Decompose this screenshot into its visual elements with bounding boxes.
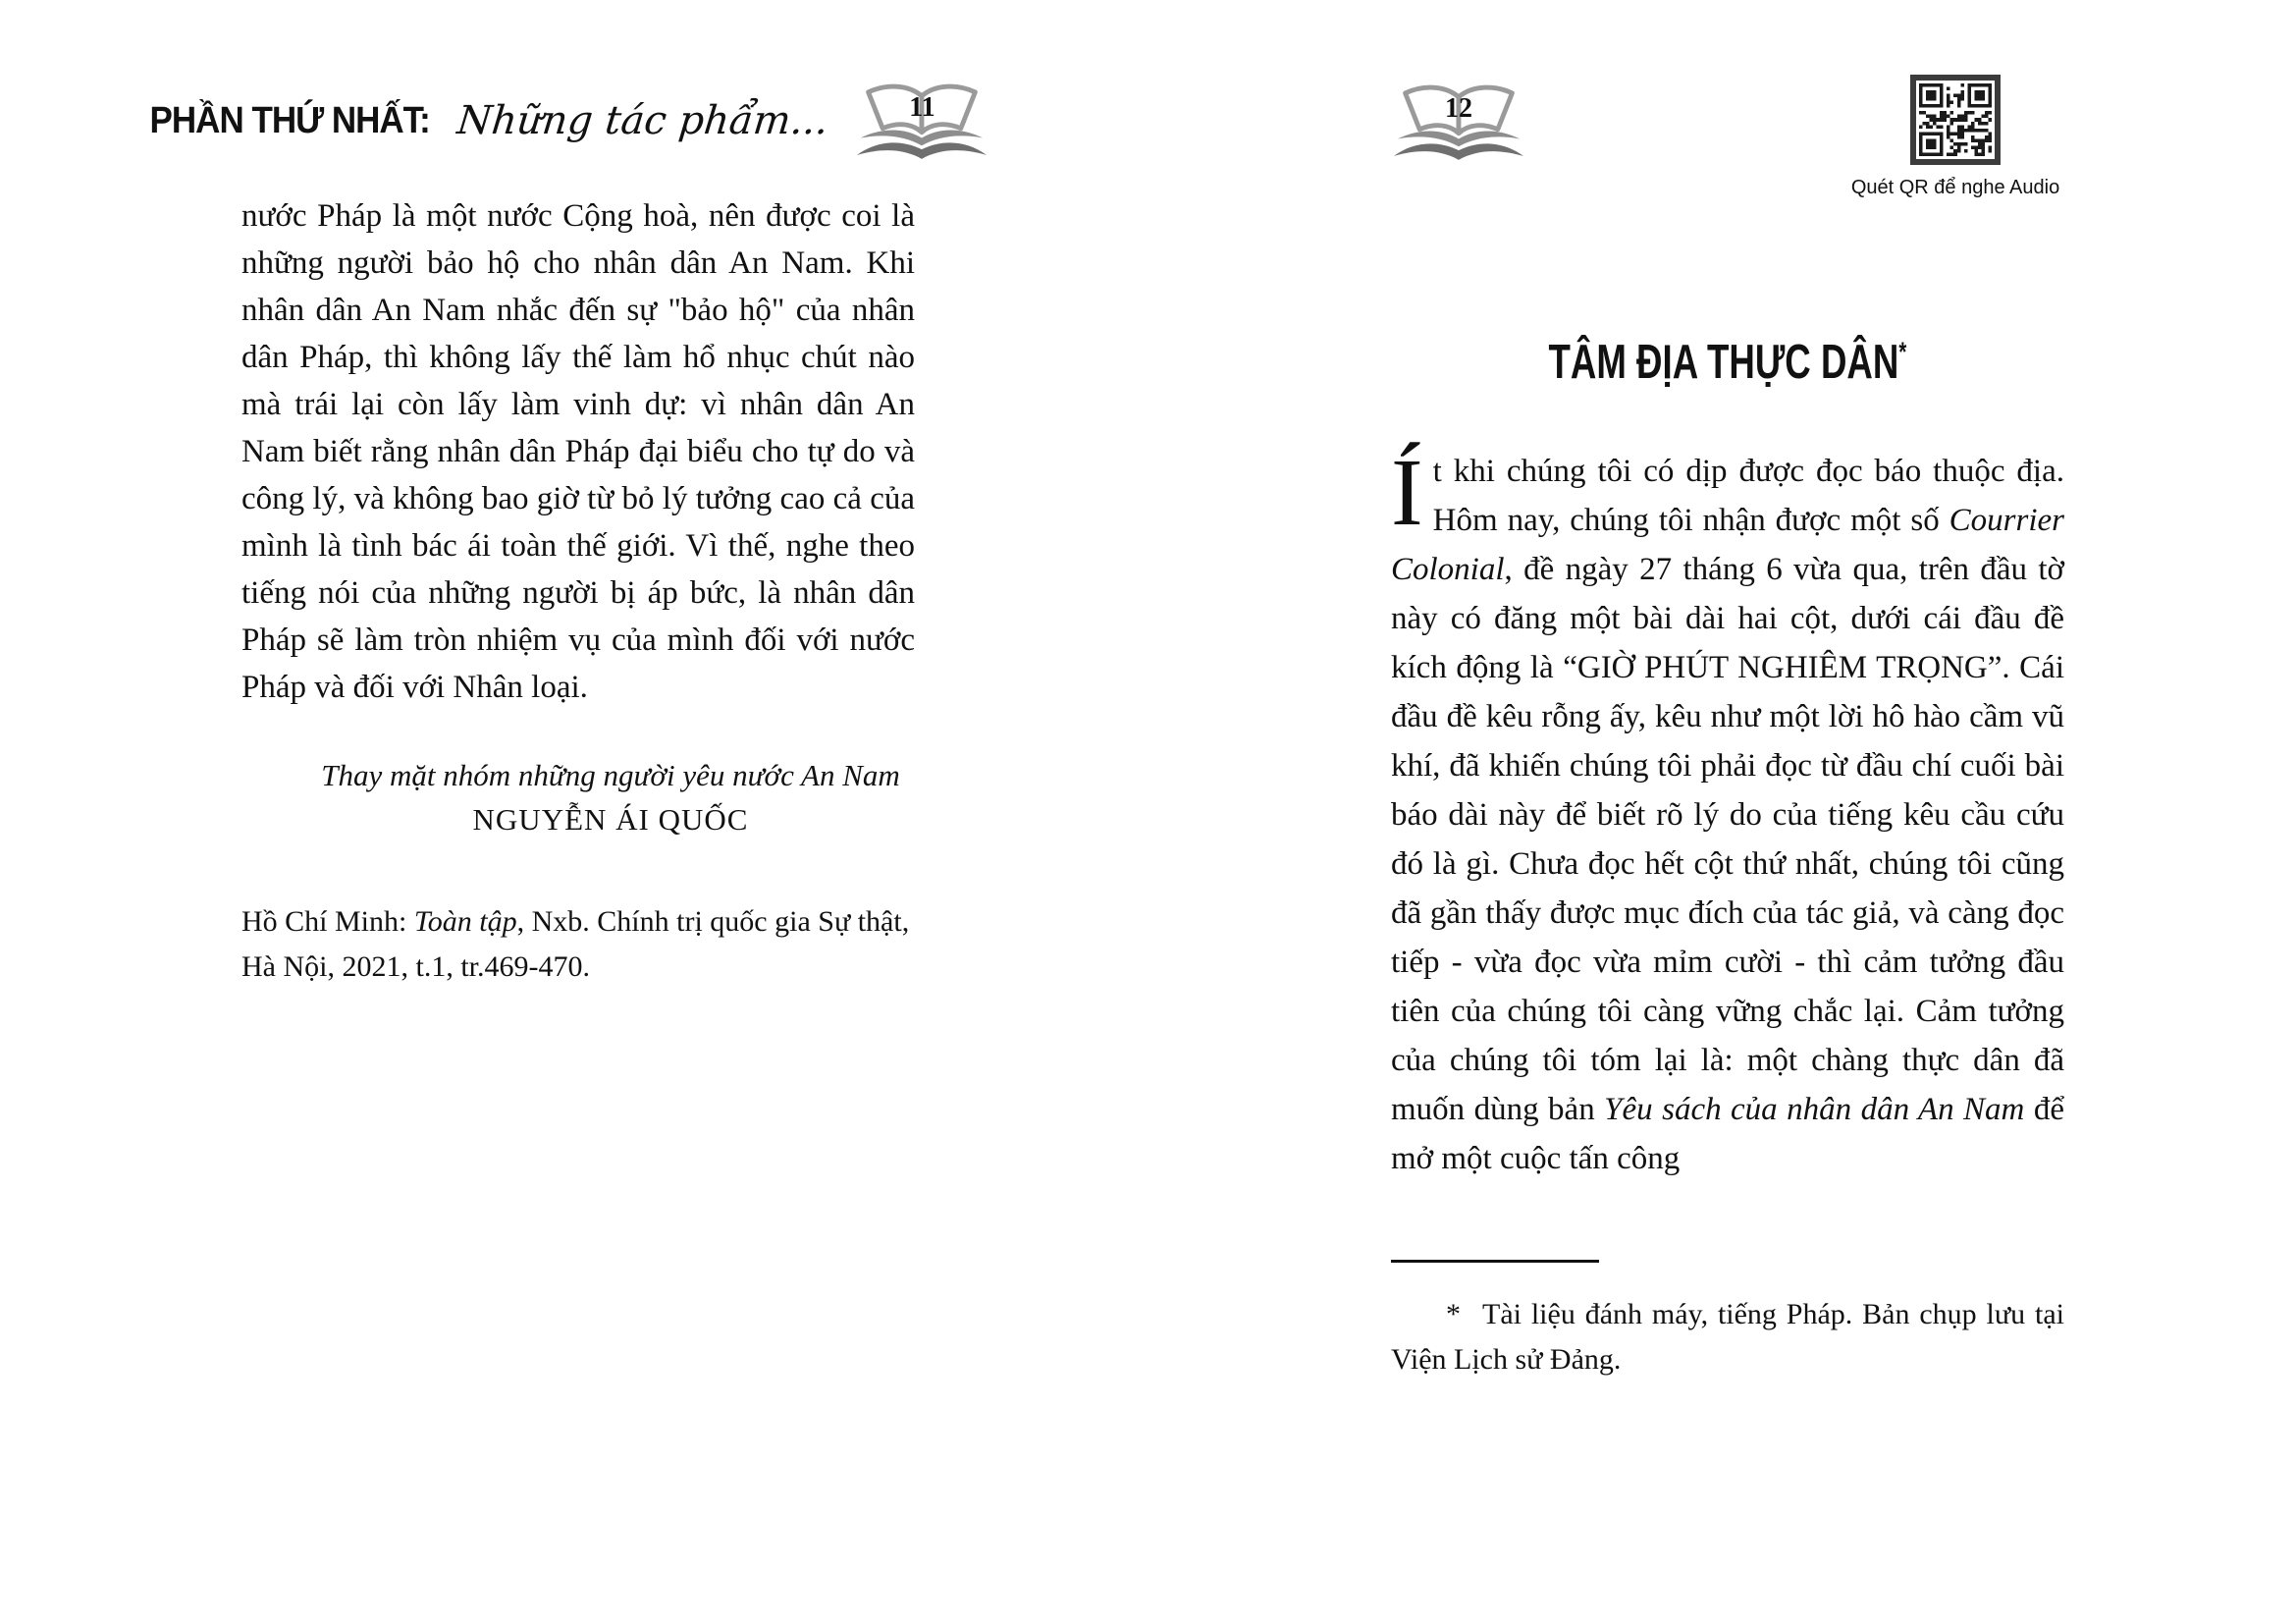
open-book-ornament xyxy=(855,80,988,162)
left-text-column xyxy=(241,192,915,1019)
signature-name: NGUYỄN ÁI QUỐC xyxy=(472,802,749,837)
page-number-left: 11 xyxy=(909,92,935,123)
part-title-script: Những tác phẩm... xyxy=(454,98,830,143)
left-body-paragraph: nước Pháp là một nước Cộng hoà, nên được coi là những người bảo hộ cho nhân dân An Nam. Khi nhân dân An Nam nhắc đến sự "bảo hộ" của nhân dân Pháp, thì không lấy thế làm hổ nhục chút nào mà trái lại còn lấy làm vinh dự: vì nhân dân An Nam biết rằng nhân dân Pháp đại biểu cho tự do và công lý, và không bao giờ từ bỏ lý tưởng cao cả của mình là tình bác ái toàn thế giới. Vì thế, nghe theo tiếng nói của những người bị áp bức, là nhân dân Pháp sẽ làm tròn nhiệm vụ của mình đối với nước Pháp và đối với Nhân loại. xyxy=(241,198,915,705)
signature-block xyxy=(241,754,915,842)
page-number-right: 12 xyxy=(1445,93,1472,124)
title-footnote-marker: * xyxy=(1898,336,1907,367)
qr-code-icon xyxy=(1910,75,2001,165)
right-body-text: t khi chúng tôi có dịp được đọc báo thuộc địa. Hôm nay, chúng tôi nhận được một số Courrier Colonial, đề ngày 27 tháng 6 vừa qua, trên đầu tờ này có đăng một bài dài hai cột, dưới cái đầu đề kích động là “GIỜ PHÚT NGHIÊM TRỌNG”. Cái đầu đề kêu rỗng ấy, kêu như một lời hô hào cầm vũ khí, đã khiến chúng tôi phải đọc từ đầu chí cuối bài báo dài này để biết rõ lý do của tiếng kêu cầu cứu đó là gì. Chưa đọc hết cột thứ nhất, chúng tôi cũng đã gần thấy được mục đích của tác giả, và càng đọc tiếp - vừa đọc vừa mỉm cười - thì cảm tưởng đầu tiên của chúng tôi càng vững chắc lại. Cảm tưởng của chúng tôi tóm lại là: một chàng thực dân đã muốn dùng bản Yêu sách của nhân dân An Nam để mở một cuộc tấn công xyxy=(1391,454,2064,1176)
qr-audio-block xyxy=(1838,75,2073,199)
right-body-paragraph xyxy=(1391,440,2064,1183)
source-citation: Hồ Chí Minh: Toàn tập, Nxb. Chính trị quốc gia Sự thật, Hà Nội, 2021, t.1, tr.469-470. xyxy=(241,905,910,983)
article-title: TÂM ĐỊA THỰC DÂN* xyxy=(1548,333,1907,389)
right-text-column xyxy=(1391,334,2064,1382)
signature-role: Thay mặt nhóm những người yêu nước An Nam xyxy=(321,758,900,792)
footnote-block xyxy=(1391,1260,2064,1382)
qr-caption: Quét QR để nghe Audio xyxy=(1850,177,2060,198)
footnote-text: * Tài liệu đánh máy, tiếng Pháp. Bản chụp lưu tại Viện Lịch sử Đảng. xyxy=(1391,1298,2064,1376)
open-book-ornament xyxy=(1392,81,1525,163)
footnote-marker: * xyxy=(1446,1298,1461,1330)
part-label: PHẦN THỨ NHẤT: xyxy=(149,99,430,141)
footnote-rule xyxy=(1391,1260,1599,1263)
page-right xyxy=(1148,0,2296,1624)
left-running-header xyxy=(149,77,962,165)
drop-cap: Í xyxy=(1391,440,1423,546)
